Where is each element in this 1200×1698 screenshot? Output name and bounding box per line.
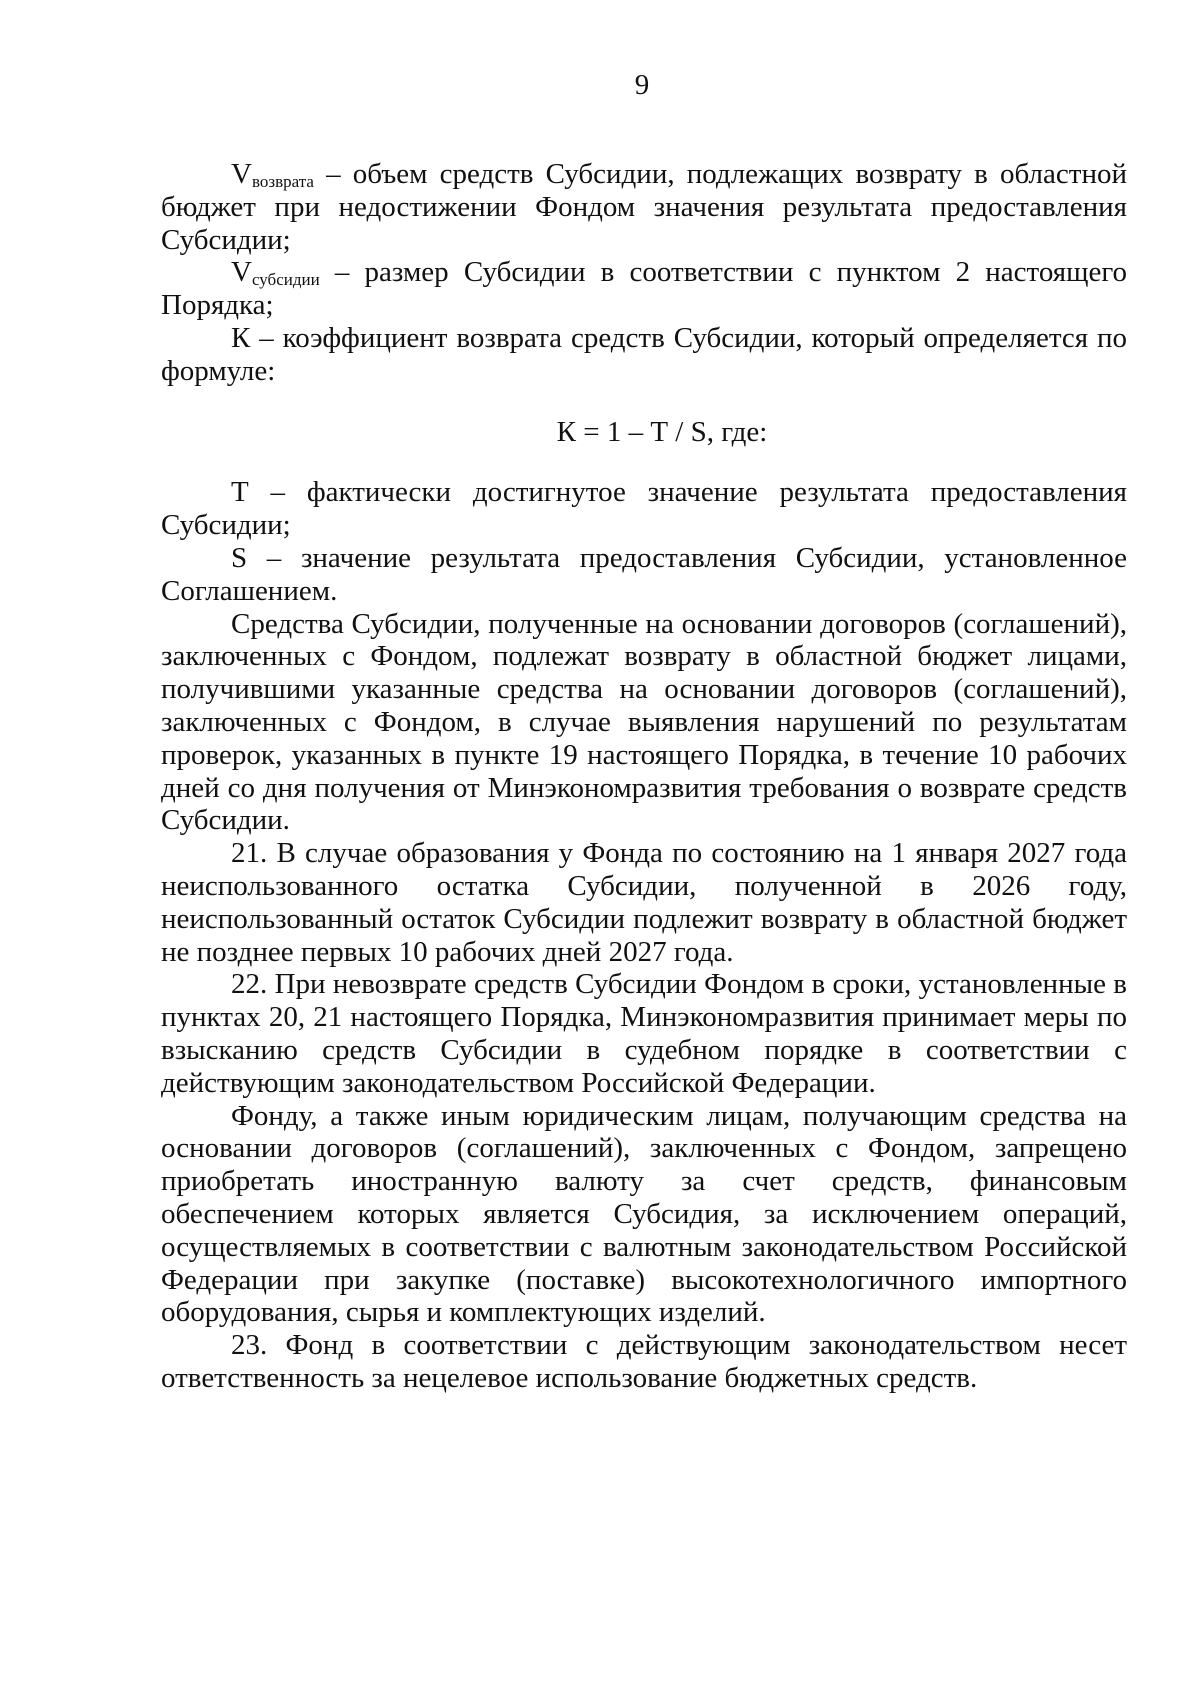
v-return-symbol: V: [231, 158, 252, 190]
paragraph-item-21: 21. В случае образования у Фонда по состоянию на 1 января 2027 года неиспользованного остатка Субсидии, полученной в 2026 году, неиспользованный остаток Субсидии подлежит возврату в областной бюджет не позднее первых 10 рабочих дней 2027 года.: [161, 837, 1127, 968]
paragraph-item-22: 22. При невозврате средств Субсидии Фондом в сроки, установленные в пунктах 20, 21 настоящего Порядка, Минэкономразвития принимает меры по взысканию средств Субсидии в судебном порядке в соответствии с действующим законодательством Российской Федерации.: [161, 968, 1127, 1099]
variable-s: S – значение результата предоставления Субсидии, установленное Соглашением.: [161, 541, 1127, 607]
paragraph-currency: Фонду, а также иным юридическим лицам, получающим средства на основании договоров (соглашений), заключенных с Фондом, запрещено приобретать иностранную валюту за счет средств, финансовым обеспечением которых является Субсидия, за исключением операций, осуществляемых в соответствии с валютным законодательством Российской Федерации при закупке (поставке) высокотехнологичного импортного оборудования, сырья и комплектующих изделий.: [161, 1099, 1127, 1329]
definition-v-return: [161, 158, 1127, 256]
document-body: [161, 158, 1127, 1395]
formula: К = 1 – Т / S, где:: [556, 415, 768, 448]
v-return-subscript: возврата: [251, 172, 314, 191]
paragraph-funds-return: Средства Субсидии, полученные на основании договоров (соглашений), заключенных с Фондом, подлежат возврату в областной бюджет лицами, получившими указанные средства на основании договоров (соглашений), заключенных с Фондом, в случае выявления нарушений по результатам проверок, указанных в пункте 19 настоящего Порядка, в течение 10 рабочих дней со дня получения от Минэкономразвития требования о возврате средств Субсидии.: [161, 607, 1127, 837]
v-subsidy-symbol: V: [231, 256, 252, 289]
v-subsidy-text: – размер Субсидии в соответствии с пунктом 2 настоящего Порядка;: [161, 256, 1127, 322]
variable-t: Т – фактически достигнутое значение результата предоставления Субсидии;: [161, 476, 1127, 542]
paragraph-item-23: 23. Фонд в соответствии с действующим законодательством несет ответственность за нецелевое использование бюджетных средств.: [161, 1329, 1127, 1394]
page-number: 9: [634, 69, 650, 101]
definition-v-subsidy: [161, 256, 1127, 322]
v-return-text: – объем средств Субсидии, подлежащих возврату в областной бюджет при недостижении Фондом значения результата предоставления Субсидии;: [161, 158, 1127, 256]
definition-k: К – коэффициент возврата средств Субсидии, который определяется по формуле:: [161, 321, 1127, 387]
v-subsidy-subscript: субсидии: [251, 270, 320, 290]
